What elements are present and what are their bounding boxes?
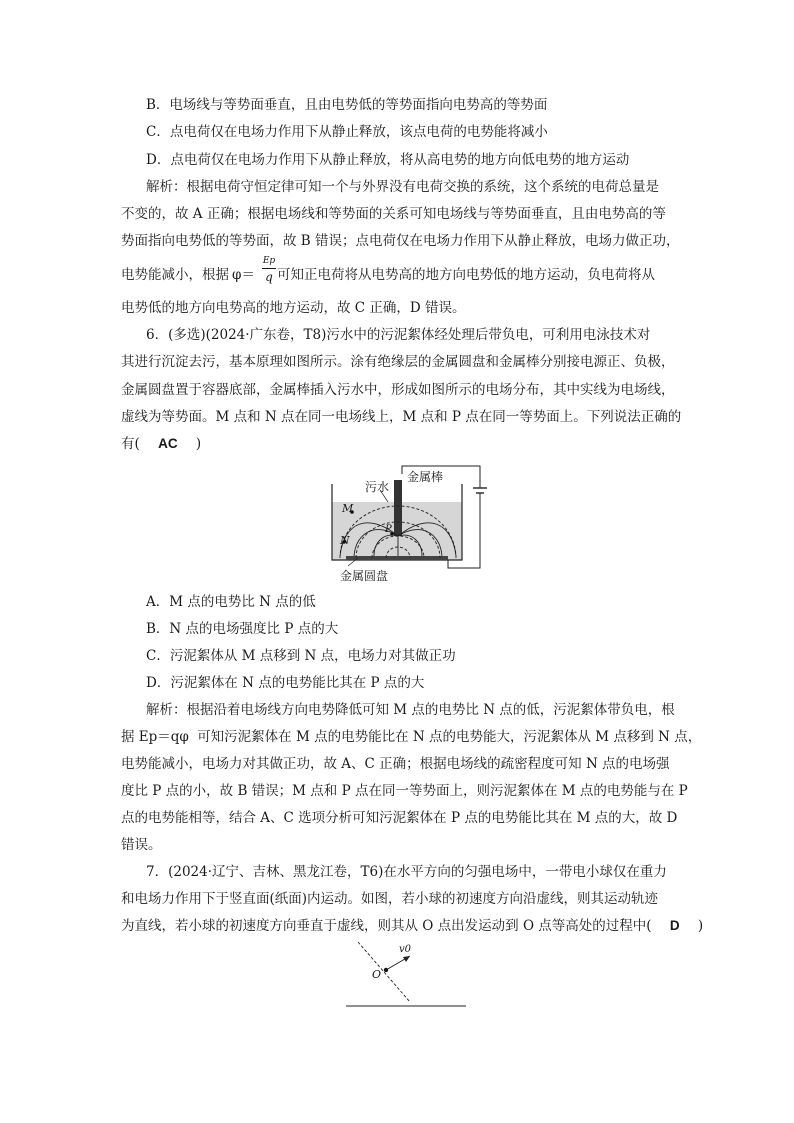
q6-answer: AC — [158, 436, 178, 451]
q7-stem-line-2: 和电场力作用下于竖直面(纸面)内运动。如图，若小球的初速度方向沿虚线，则其运动轨迹 — [121, 891, 659, 907]
q6-option-c: C．污泥絮体从 M 点移到 N 点，电场力对其做正功 — [146, 648, 456, 664]
label-metal-rod: 金属棒 — [407, 470, 444, 484]
q6-analysis-line-5: 点的电势能相等，结合 A、C 选项分析可知污泥絮体在 P 点的电势能比其在 M 点的大，故 D — [121, 810, 678, 826]
q5-analysis-line-2: 不变的，故 A 正确；根据电场线和等势面的关系可知电场线与等势面垂直，且由电势高的等 — [121, 206, 666, 222]
q6-analysis-line-2 — [121, 727, 701, 747]
q6-stem-line-1: 6．(多选)(2024·广东卷，T8)污水中的污泥絮体经处理后带负电，可利用电泳技术对 — [146, 327, 651, 343]
label-point-o: O — [372, 968, 382, 981]
q5-formula-fraction-bar — [262, 268, 276, 269]
q5-analysis-line-4: 可知正电荷将从电势高的地方向电势低的地方运动，负电荷将从 — [277, 267, 655, 283]
q6-stem-close: ) — [195, 436, 202, 452]
q6-stem-line-3: 金属圆盘置于容器底部，金属棒插入污水中，形成如图所示的电场分布，其中实线为电场线， — [121, 382, 675, 398]
q7-answer: D — [669, 918, 680, 933]
q6-stem-last: 有( — [121, 436, 140, 452]
q7-stem-line-3 — [121, 916, 703, 936]
label-v0: v0 — [399, 944, 412, 955]
label-point-m: M — [342, 502, 354, 515]
q5-analysis-line-5: 电势低的地方向电势高的地方运动，故 C 正确，D 错误。 — [121, 300, 466, 316]
q5-formula-denominator: q — [265, 270, 273, 284]
q5-option-d: D．点电荷仅在电场力作用下从静止释放，将从高电势的地方向低电势的地方运动 — [146, 152, 630, 168]
q7-stem-line-3-text: 为直线，若小球的初速度方向垂直于虚线，则其从 O 点出发运动到 O 点等高处的过程中( — [121, 918, 652, 934]
q6-stem-line-2: 其进行沉淀去污，基本原理如图所示。涂有绝缘层的金属圆盘和金属棒分别接电源正、负极， — [121, 354, 675, 370]
q6-stem-line-4: 虚线为等势面。M 点和 N 点在同一电场线上，M 点和 P 点在同一等势面上。下列说法正确的 — [121, 409, 682, 425]
q6-analysis-line-1: 解析：根据沿着电场线方向电势降低可知 M 点的电势比 N 点的低，污泥絮体带负电，根 — [146, 702, 675, 718]
label-point-p: P — [385, 524, 392, 535]
q5-option-b: B．电场线与等势面垂直，且由电势低的等势面指向电势高的等势面 — [146, 97, 548, 113]
q7-stem-line-1: 7．(2024·辽宁、吉林、黑龙江卷，T6)在水平方向的匀强电场中，一带电小球仅在重力 — [146, 864, 667, 880]
metal-disk — [346, 556, 448, 560]
q6-option-b: B．N 点的电场强度比 P 点的大 — [146, 621, 339, 637]
q7-stem-close: ) — [697, 918, 704, 934]
label-sewage-water: 污水 — [365, 480, 390, 494]
q5-formula-numerator: Ep — [262, 256, 276, 266]
q6-stem-line-5 — [121, 434, 201, 454]
q6-option-a: A．M 点的电势比 N 点的低 — [146, 594, 316, 610]
q6-option-d: D．污泥絮体在 N 点的电势能比其在 P 点的大 — [146, 675, 425, 691]
q5-analysis-line-4-prefix: 电势能减小，根据 — [121, 267, 229, 283]
q5-analysis-line-1: 解析：根据电荷守恒定律可知一个与外界没有电荷交换的系统，这个系统的电荷总量是 — [146, 179, 659, 195]
label-metal-disk: 金属圆盘 — [340, 569, 389, 583]
q5-formula-lhs: φ＝ — [232, 267, 255, 283]
q6-analysis-line-4: 度比 P 点的小，故 B 错误；M 点和 P 点在同一等势面上，则污泥絮体在 M 点的电势能与在 P — [121, 783, 688, 799]
q6-analysis-line-3: 电势能减小，电场力对其做正功，故 A、C 正确；根据电场线的疏密程度可知 N 点的电场强 — [121, 756, 670, 772]
q6-analysis-line-6: 错误。 — [121, 837, 162, 853]
label-point-n: N — [340, 534, 350, 547]
q6-analysis-formula: 据 Ep＝qφ — [121, 729, 189, 745]
q5-option-c: C．点电荷仅在电场力作用下从静止释放，该点电荷的电势能将减小 — [146, 124, 548, 140]
metal-rod — [394, 480, 402, 536]
q5-analysis-line-3: 势面指向电势低的等势面，故 B 错误；点电荷仅在电场力作用下从静止释放，电场力做正功， — [121, 233, 680, 249]
q6-analysis-line-2-text: 可知污泥絮体在 M 点的电势能比在 N 点的电势能大，污泥絮体从 M 点移到 N 点， — [197, 729, 702, 745]
